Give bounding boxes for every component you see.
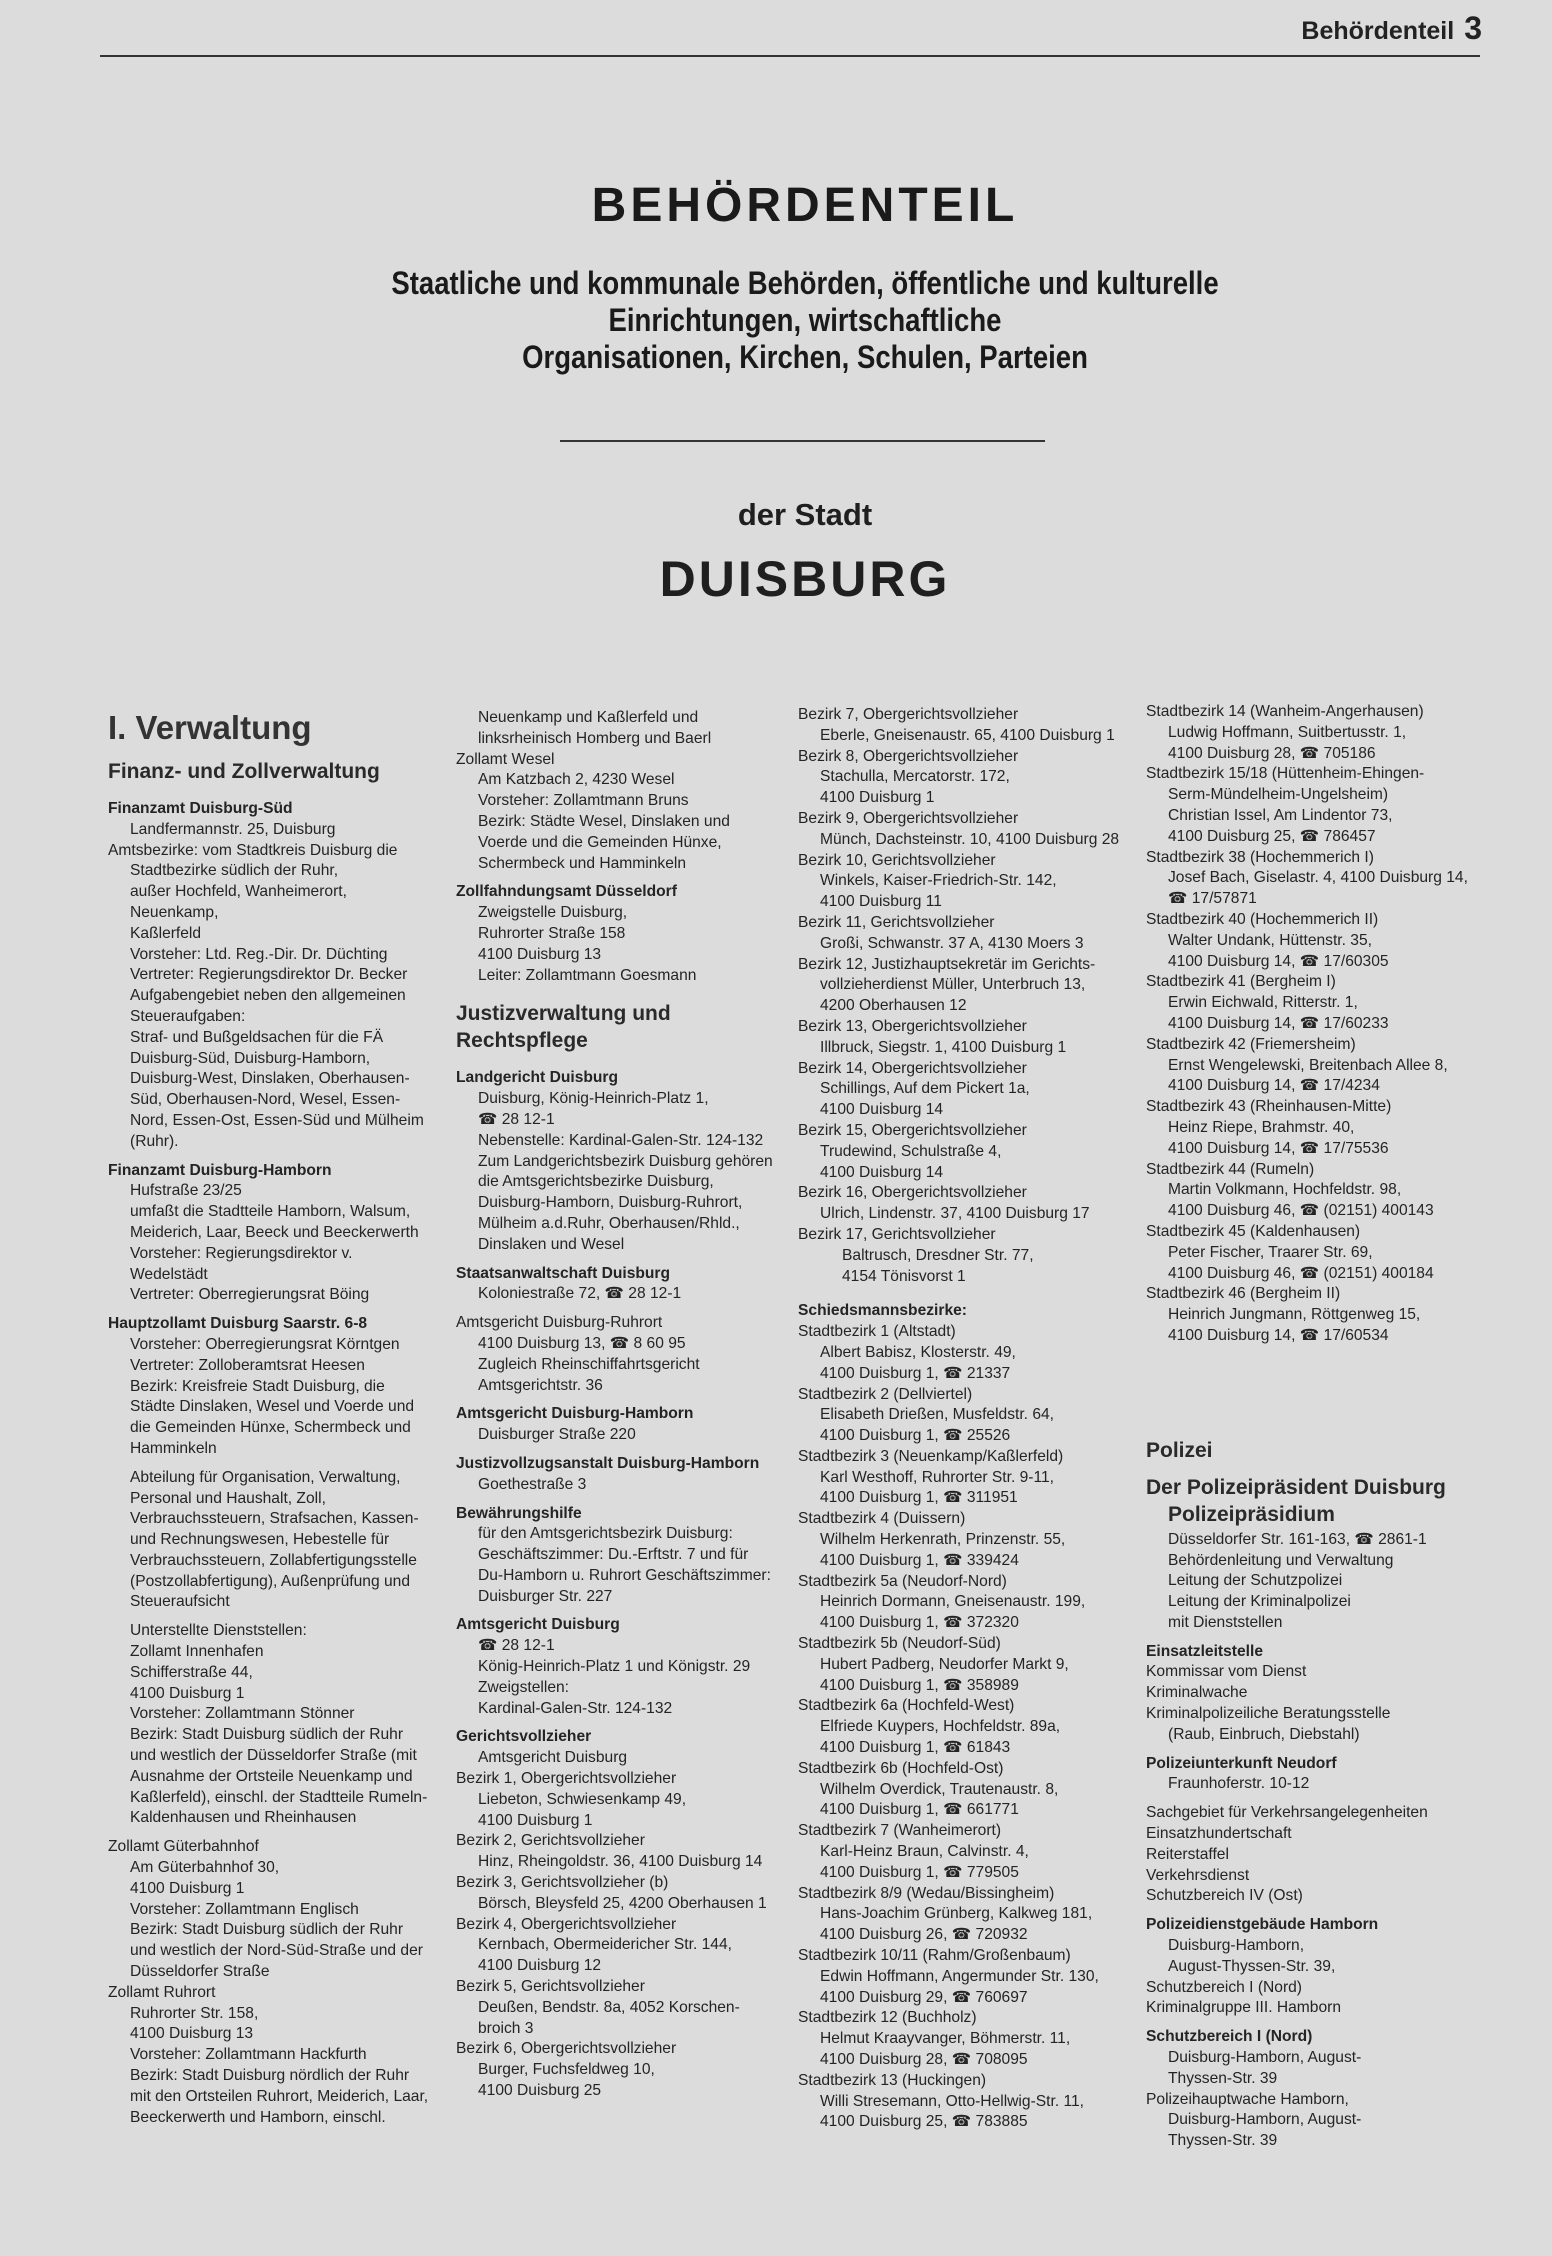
entry-line: 4100 Duisburg 25: [478, 2082, 602, 2100]
entry-line: Geschäftszimmer: Du.-Erftstr. 7 und für: [478, 1546, 749, 1564]
entry-line: Düsseldorfer Straße: [130, 1963, 270, 1981]
entry-line: 4100 Duisburg 13: [478, 945, 602, 963]
entry-line: Vorsteher: Oberregierungsrat Körntgen: [130, 1335, 400, 1353]
entry-line: Bezirk 16, Obergerichtsvollzieher: [798, 1184, 1027, 1202]
entry-line: 4100 Duisburg 1: [130, 1684, 245, 1702]
entry-line: 4100 Duisburg 46, ☎ (02151) 400184: [1168, 1264, 1434, 1282]
entry-line: Stadtbezirk 40 (Hochemmerich II): [1146, 910, 1379, 928]
entry-heading: Staatsanwaltschaft Duisburg: [456, 1264, 671, 1282]
subtitle-line: Organisationen, Kirchen, Schulen, Parteien: [522, 339, 1088, 375]
entry-heading: Landgericht Duisburg: [456, 1069, 619, 1087]
entry-line: Trudewind, Schulstraße 4,: [820, 1142, 1002, 1160]
section-label: Behördenteil: [1301, 17, 1455, 45]
entry-line: Ludwig Hoffmann, Suitbertusstr. 1,: [1168, 723, 1407, 741]
entry-line: Polizeihauptwache Hamborn,: [1146, 2090, 1349, 2108]
entry-line: Börsch, Bleysfeld 25, 4200 Oberhausen 1: [478, 1894, 767, 1912]
entry-line: (Raub, Einbruch, Diebstahl): [1168, 1725, 1360, 1743]
entry-line: 4100 Duisburg 1, ☎ 358989: [820, 1676, 1019, 1694]
entry-line: Stadtbezirk 5a (Neudorf-Nord): [798, 1572, 1007, 1590]
entry-heading: Polizeidienstgebäude Hamborn: [1146, 1916, 1379, 1934]
entry-line: Karl-Heinz Braun, Calvinstr. 4,: [820, 1843, 1029, 1861]
entry-line: Baltrusch, Dresdner Str. 77,: [842, 1246, 1034, 1264]
entry-line: Bezirk: Stadt Duisburg südlich der Ruhr: [130, 1921, 404, 1939]
entry-line: 4100 Duisburg 25, ☎ 786457: [1168, 827, 1376, 845]
page-title: BEHÖRDENTEIL: [591, 179, 1019, 232]
entry-line: Thyssen-Str. 39: [1168, 2069, 1278, 2087]
entry-line: Leiter: Zollamtmann Goesmann: [478, 966, 697, 984]
entry-line: Stadtbezirk 2 (Dellviertel): [798, 1385, 973, 1403]
city-title: DUISBURG: [659, 551, 951, 607]
entry-line: Stadtbezirk 43 (Rheinhausen-Mitte): [1146, 1098, 1392, 1116]
heading-polizei: Polizei: [1146, 1438, 1213, 1462]
entry-line: Burger, Fuchsfeldweg 10,: [478, 2061, 655, 2079]
entry-line: Duisburg-Hamborn,: [1168, 1937, 1305, 1955]
entry-line: Duisburg, König-Heinrich-Platz 1,: [478, 1090, 709, 1108]
entry-line: Behördenleitung und Verwaltung: [1168, 1551, 1394, 1569]
entry-line: Wedelstädt: [130, 1265, 208, 1283]
entry-line: Stadtbezirk 45 (Kaldenhausen): [1146, 1222, 1361, 1240]
entry-line: Ulrich, Lindenstr. 37, 4100 Duisburg 17: [820, 1205, 1090, 1223]
entry-line: Stadtbezirk 3 (Neuenkamp/Kaßlerfeld): [798, 1447, 1064, 1465]
entry-line: Willi Stresemann, Otto-Hellwig-Str. 11,: [820, 2092, 1085, 2110]
entry-line: Josef Bach, Giselastr. 4, 4100 Duisburg 14,: [1168, 869, 1468, 887]
entry-line: Nord, Essen-Ost, Essen-Süd und Mülheim: [130, 1111, 424, 1129]
entry-line: 4100 Duisburg 14, ☎ 17/75536: [1168, 1139, 1389, 1157]
entry-heading: Einsatzleitstelle: [1146, 1642, 1263, 1660]
entry-line: Leitung der Kriminalpolizei: [1168, 1593, 1351, 1611]
entry-line: 4100 Duisburg 14: [820, 1101, 944, 1119]
entry-line: Stadtbezirk 42 (Friemersheim): [1146, 1035, 1356, 1053]
entry-line: Fraunhoferstr. 10-12: [1168, 1775, 1310, 1793]
entry-line: Duisburger Str. 227: [478, 1587, 613, 1605]
entry-line: die Amtsgerichtsbezirke Duisburg,: [478, 1173, 714, 1191]
entry-heading: Finanzamt Duisburg-Hamborn: [108, 1161, 332, 1179]
entry-line: Bezirk 11, Gerichtsvollzieher: [798, 913, 995, 931]
entry-line: Unterstellte Dienststellen:: [130, 1622, 307, 1640]
entry-line: Hubert Padberg, Neudorfer Markt 9,: [820, 1655, 1069, 1673]
entry-line: 4100 Duisburg 1: [820, 789, 935, 807]
entry-line: Zweigstelle Duisburg,: [478, 904, 628, 922]
entry-line: Schermbeck und Hamminkeln: [478, 854, 687, 872]
entry-line: Vertreter: Oberregierungsrat Böing: [130, 1286, 370, 1304]
entry-line: Hinz, Rheingoldstr. 36, 4100 Duisburg 14: [478, 1853, 763, 1871]
entry-line: linksrheinisch Homberg und Baerl: [478, 729, 712, 747]
entry-line: Heinrich Jungmann, Röttgenweg 15,: [1168, 1306, 1421, 1324]
entry-line: 4100 Duisburg 12: [478, 1957, 602, 1975]
entry-line: Bezirk 15, Obergerichtsvollzieher: [798, 1121, 1027, 1139]
heading-polizeipraesidium: Polizeipräsidium: [1168, 1502, 1335, 1526]
entry-line: Zollamt Ruhrort: [108, 1983, 216, 2001]
entry-line: Ruhrorter Straße 158: [478, 924, 626, 942]
entry-line: Neuenkamp und Kaßlerfeld und: [478, 709, 699, 726]
entry-heading: Justizvollzugsanstalt Duisburg-Hamborn: [456, 1454, 760, 1472]
entry-line: Schillings, Auf dem Pickert 1a,: [820, 1080, 1030, 1098]
entry-line: (Ruhr).: [130, 1132, 179, 1150]
entry-line: Bezirk 13, Obergerichtsvollzieher: [798, 1017, 1027, 1035]
entry-line: Dinslaken und Wesel: [478, 1235, 625, 1253]
entry-line: Illbruck, Siegstr. 1, 4100 Duisburg 1: [820, 1038, 1067, 1056]
entry-line: Schifferstraße 44,: [130, 1663, 253, 1681]
entry-line: Vorsteher: Zollamtmann Stönner: [130, 1705, 355, 1723]
entry-line: mit Dienststellen: [1168, 1613, 1283, 1631]
entry-line: Wilhelm Overdick, Trautenaustr. 8,: [820, 1780, 1059, 1798]
entry-heading: Polizeiunterkunft Neudorf: [1146, 1754, 1337, 1772]
entry-line: Kardinal-Galen-Str. 124-132: [478, 1699, 673, 1717]
entry-line: Zollamt Güterbahnhof: [108, 1838, 259, 1856]
entry-line: Wilhelm Herkenrath, Prinzenstr. 55,: [820, 1531, 1066, 1549]
entry-line: Kaßlerfeld: [130, 924, 202, 942]
entry-line: Düsseldorfer Str. 161-163, ☎ 2861-1: [1168, 1530, 1427, 1548]
entry-line: Steueraufgaben:: [130, 1007, 246, 1025]
entry-line: Bezirk 4, Obergerichtsvollzieher: [456, 1915, 677, 1933]
entry-line: Bezirk 14, Obergerichtsvollzieher: [798, 1059, 1027, 1077]
entry-line: 4100 Duisburg 14, ☎ 17/4234: [1168, 1077, 1380, 1095]
entry-line: Bezirk 3, Gerichtsvollzieher (b): [456, 1874, 669, 1892]
entry-line: 4100 Duisburg 1, ☎ 372320: [820, 1614, 1019, 1632]
entry-line: Nebenstelle: Kardinal-Galen-Str. 124-132: [478, 1131, 764, 1149]
entry-line: Christian Issel, Am Lindentor 73,: [1168, 806, 1393, 824]
subtitle-line: Staatliche und kommunale Behörden, öffentliche und kulturelle: [391, 265, 1219, 301]
entry-line: 4100 Duisburg 46, ☎ (02151) 400143: [1168, 1202, 1434, 1220]
entry-line: Großi, Schwanstr. 37 A, 4130 Moers 3: [820, 934, 1084, 952]
entry-line: Deußen, Bendstr. 8a, 4052 Korschen-: [478, 1998, 740, 2016]
entry-line: Kriminalwache: [1146, 1684, 1248, 1702]
entry-line: und Rechnungswesen, Hebestelle für: [130, 1531, 390, 1549]
entry-line: Bezirk 9, Obergerichtsvollzieher: [798, 809, 1019, 827]
entry-line: 4100 Duisburg 14: [820, 1163, 944, 1181]
entry-line: Vorsteher: Zollamtmann Hackfurth: [130, 2046, 367, 2064]
entry-line: Duisburg-West, Dinslaken, Oberhausen-: [130, 1070, 410, 1088]
entry-line: Stadtbezirke südlich der Ruhr,: [130, 862, 339, 880]
entry-line: Bezirk 7, Obergerichtsvollzieher: [798, 706, 1019, 723]
entry-line: Voerde und die Gemeinden Hünxe,: [478, 833, 722, 851]
entry-line: Vertreter: Zolloberamtsrat Heesen: [130, 1356, 365, 1374]
entry-line: Winkels, Kaiser-Friedrich-Str. 142,: [820, 872, 1057, 890]
entry-line: Thyssen-Str. 39: [1168, 2132, 1278, 2150]
entry-line: Vorsteher: Zollamtmann Englisch: [130, 1900, 359, 1918]
entry-line: 4100 Duisburg 11: [820, 893, 942, 911]
entry-line: Sachgebiet für Verkehrsangelegenheiten: [1146, 1804, 1428, 1822]
entry-heading: Gerichtsvollzieher: [456, 1728, 592, 1746]
entry-line: Goethestraße 3: [478, 1475, 587, 1493]
entry-line: 4100 Duisburg 29, ☎ 760697: [820, 1988, 1028, 2006]
entry-line: und westlich der Düsseldorfer Straße (mit: [130, 1747, 417, 1765]
entry-line: Verkehrsdienst: [1146, 1866, 1250, 1884]
entry-line: die Gemeinden Hünxe, Schermbeck und: [130, 1419, 411, 1437]
entry-line: Stadtbezirk 10/11 (Rahm/Großenbaum): [798, 1947, 1071, 1965]
entry-line: Bezirk 17, Gerichtsvollzieher: [798, 1225, 996, 1243]
entry-line: Ruhrorter Str. 158,: [130, 2004, 259, 2022]
entry-line: und westlich der Nord-Süd-Straße und der: [130, 1942, 423, 1960]
entry-line: für den Amtsgerichtsbezirk Duisburg:: [478, 1525, 733, 1543]
entry-line: Duisburg-Hamborn, August-: [1168, 2111, 1362, 2129]
entry-line: Leitung der Schutzpolizei: [1168, 1572, 1343, 1590]
entry-line: Süd, Oberhausen-Nord, Wesel, Essen-: [130, 1091, 401, 1109]
entry-line: 4100 Duisburg 1, ☎ 339424: [820, 1551, 1019, 1569]
entry-line: ☎ 28 12-1: [478, 1110, 555, 1128]
entry-line: Heinz Riepe, Brahmstr. 40,: [1168, 1118, 1355, 1136]
entry-line: Bezirk: Stadt Duisburg nördlich der Ruhr: [130, 2067, 410, 2085]
page-number: 3: [1464, 10, 1482, 46]
entry-line: Kaßlerfeld), einschl. der Stadtteile Rumeln-: [130, 1788, 428, 1806]
entry-line: Vorsteher: Ltd. Reg.-Dir. Dr. Düchting: [130, 945, 388, 963]
entry-line: 4100 Duisburg 1, ☎ 21337: [820, 1364, 1011, 1382]
header-rule: [100, 55, 1480, 57]
heading-verwaltung: I. Verwaltung: [108, 709, 312, 746]
entry-line: vollzieherdienst Müller, Unterbruch 13,: [820, 976, 1086, 994]
entry-line: Amtsgericht Duisburg: [478, 1749, 628, 1767]
entry-line: Bezirk 6, Obergerichtsvollzieher: [456, 2040, 677, 2058]
entry-line: Kriminalgruppe III. Hamborn: [1146, 1999, 1342, 2017]
entry-line: Stadtbezirk 8/9 (Wedau/Bissingheim): [798, 1884, 1055, 1902]
entry-line: Stadtbezirk 41 (Bergheim I): [1146, 973, 1336, 991]
entry-line: Steueraufsicht: [130, 1593, 230, 1611]
entry-line: König-Heinrich-Platz 1 und Königstr. 29: [478, 1658, 751, 1676]
entry-line: Stadtbezirk 44 (Rumeln): [1146, 1160, 1315, 1178]
entry-line: außer Hochfeld, Wanheimerort,: [130, 883, 347, 901]
entry-line: Am Katzbach 2, 4230 Wesel: [478, 771, 675, 789]
entry-line: Koloniestraße 72, ☎ 28 12-1: [478, 1285, 682, 1303]
entry-heading: Amtsgericht Duisburg: [456, 1616, 620, 1634]
entry-line: Vorsteher: Regierungsdirektor v.: [130, 1244, 353, 1262]
entry-line: 4100 Duisburg 14, ☎ 17/60233: [1168, 1014, 1389, 1032]
entry-line: Amtsgericht Duisburg-Ruhrort: [456, 1314, 663, 1332]
entry-line: 4100 Duisburg 1, ☎ 661771: [820, 1801, 1019, 1819]
entry-line: Zum Landgerichtsbezirk Duisburg gehören: [478, 1152, 773, 1170]
entry-line: Stadtbezirk 7 (Wanheimerort): [798, 1822, 1002, 1840]
entry-heading: Bewährungshilfe: [456, 1504, 582, 1522]
entry-line: Münch, Dachsteinstr. 10, 4100 Duisburg 28: [820, 830, 1120, 848]
column-3: [798, 705, 1153, 2133]
entry-line: Stadtbezirk 14 (Wanheim-Angerhausen): [1146, 703, 1424, 720]
entry-line: Stachulla, Mercatorstr. 172,: [820, 768, 1010, 786]
entry-line: mit den Ortsteilen Ruhrort, Meiderich, Laar,: [130, 2087, 429, 2105]
entry-line: Ausnahme der Ortsteile Neuenkamp und: [130, 1767, 413, 1785]
entry-line: 4100 Duisburg 1, ☎ 779505: [820, 1863, 1019, 1881]
entry-line: Bezirk 10, Gerichtsvollzieher: [798, 851, 996, 869]
entry-line: 4100 Duisburg 28, ☎ 708095: [820, 2051, 1028, 2068]
entry-heading: Zollfahndungsamt Düsseldorf: [456, 883, 677, 901]
entry-line: Abteilung für Organisation, Verwaltung,: [130, 1468, 401, 1486]
entry-line: Karl Westhoff, Ruhrorter Str. 9-11,: [820, 1468, 1055, 1486]
entry-line: Duisburg-Süd, Duisburg-Hamborn,: [130, 1049, 371, 1067]
entry-line: Bezirk 12, Justizhauptsekretär im Gerichts-: [798, 955, 1096, 973]
entry-line: Stadtbezirk 4 (Duissern): [798, 1510, 966, 1528]
entry-line: Helmut Kraayvanger, Böhmerstr. 11,: [820, 2030, 1071, 2048]
entry-line: Duisburger Straße 220: [478, 1426, 636, 1444]
entry-line: Personal und Haushalt, Zoll,: [130, 1489, 326, 1507]
entry-line: 4100 Duisburg 26, ☎ 720932: [820, 1926, 1028, 1944]
entry-line: Bezirk 1, Obergerichtsvollzieher: [456, 1770, 677, 1788]
entry-line: Bezirk: Städte Wesel, Dinslaken und: [478, 812, 730, 830]
entry-line: Stadtbezirk 6b (Hochfeld-Ost): [798, 1759, 1004, 1777]
entry-line: 4100 Duisburg 13, ☎ 8 60 95: [478, 1334, 686, 1352]
entry-line: Meiderich, Laar, Beeck und Beeckerwerth: [130, 1223, 419, 1241]
entry-line: Duisburg-Hamborn, August-: [1168, 2049, 1362, 2067]
entry-line: Du-Hamborn u. Ruhrort Geschäftszimmer:: [478, 1566, 771, 1584]
entry-line: Verbrauchssteuern, Zollabfertigungsstelle: [130, 1551, 417, 1569]
entry-line: Bezirk 2, Gerichtsvollzieher: [456, 1832, 645, 1850]
entry-line: Liebeton, Schwiesenkamp 49,: [478, 1790, 687, 1808]
entry-line: Schutzbereich I (Nord): [1146, 1978, 1302, 1996]
entry-line: Mülheim a.d.Ruhr, Oberhausen/Rhld.,: [478, 1214, 740, 1232]
entry-line: 4100 Duisburg 1, ☎ 25526: [820, 1427, 1011, 1445]
entry-line: Landfermannstr. 25, Duisburg: [130, 820, 336, 838]
entry-line: Straf- und Bußgeldsachen für die FÄ: [130, 1028, 384, 1046]
entry-line: Walter Undank, Hüttenstr. 35,: [1168, 931, 1372, 949]
entry-line: Eberle, Gneisenaustr. 65, 4100 Duisburg 1: [820, 726, 1115, 744]
entry-line: Edwin Hoffmann, Angermunder Str. 130,: [820, 1967, 1099, 1985]
entry-line: Am Güterbahnhof 30,: [130, 1859, 280, 1877]
entry-line: 4100 Duisburg 13: [130, 2025, 254, 2043]
entry-line: Stadtbezirk 12 (Buchholz): [798, 2009, 977, 2027]
entry-line: Vorsteher: Zollamtmann Bruns: [478, 792, 689, 810]
entry-line: Kriminalpolizeiliche Beratungsstelle: [1146, 1705, 1391, 1723]
entry-line: Stadtbezirk 1 (Altstadt): [798, 1323, 956, 1341]
column-2: [456, 708, 801, 2102]
entry-line: Reiterstaffel: [1146, 1845, 1229, 1863]
entry-line: 4100 Duisburg 28, ☎ 705186: [1168, 744, 1376, 762]
entry-line: Duisburg-Hamborn, Duisburg-Ruhrort,: [478, 1194, 743, 1212]
entry-line: broich 3: [478, 2019, 534, 2037]
entry-line: (Postzollabfertigung), Außenprüfung und: [130, 1572, 411, 1590]
running-header: [1301, 10, 1482, 47]
entry-line: 4100 Duisburg 14, ☎ 17/60534: [1168, 1326, 1389, 1344]
entry-line: Elisabeth Drießen, Musfeldstr. 64,: [820, 1406, 1055, 1424]
entry-line: Beeckerwerth und Hamborn, einschl.: [130, 2108, 386, 2126]
entry-line: Aufgabengebiet neben den allgemeinen: [130, 987, 406, 1005]
entry-line: Stadtbezirk 5b (Neudorf-Süd): [798, 1635, 1001, 1653]
entry-line: Bezirk: Kreisfreie Stadt Duisburg, die: [130, 1377, 385, 1395]
entry-line: Bezirk: Stadt Duisburg südlich der Ruhr: [130, 1726, 404, 1744]
entry-line: 4200 Oberhausen 12: [820, 997, 967, 1015]
entry-line: 4154 Tönisvorst 1: [842, 1267, 966, 1285]
entry-line: Hamminkeln: [130, 1439, 217, 1457]
column-1: [108, 708, 453, 2128]
entry-line: Schutzbereich IV (Ost): [1146, 1887, 1303, 1905]
entry-line: Kaldenhausen und Rheinhausen: [130, 1809, 357, 1827]
entry-heading: Finanzamt Duisburg-Süd: [108, 800, 293, 817]
entry-line: 4100 Duisburg 1: [478, 1811, 593, 1829]
entry-line: Kernbach, Obermeidericher Str. 144,: [478, 1936, 732, 1954]
entry-line: Stadtbezirk 38 (Hochemmerich I): [1146, 848, 1374, 866]
der-stadt-label: der Stadt: [737, 497, 873, 532]
subtitle-line: Einrichtungen, wirtschaftliche: [608, 302, 1002, 338]
heading-polizeipraesident: Der Polizeipräsident Duisburg: [1146, 1475, 1446, 1499]
entry-heading: Schutzbereich I (Nord): [1146, 2028, 1313, 2046]
entry-heading: Amtsgericht Duisburg-Hamborn: [456, 1405, 694, 1423]
entry-line: Hans-Joachim Grünberg, Kalkweg 181,: [820, 1905, 1093, 1923]
entry-line: Serm-Mündelheim-Ungelsheim): [1168, 786, 1389, 804]
entry-line: Zollamt Wesel: [456, 750, 555, 768]
heading-justiz: Justizverwaltung und Rechtspflege: [456, 1002, 671, 1053]
entry-line: Albert Babisz, Klosterstr. 49,: [820, 1343, 1016, 1361]
entry-line: Bezirk 8, Obergerichtsvollzieher: [798, 747, 1019, 765]
entry-line: Einsatzhundertschaft: [1146, 1825, 1292, 1843]
entry-heading: Schiedsmannsbezirke:: [798, 1302, 967, 1320]
entry-line: ☎ 28 12-1: [478, 1637, 555, 1655]
entry-line: ☎ 17/57871: [1168, 890, 1257, 908]
entry-line: 4100 Duisburg 25, ☎ 783885: [820, 2113, 1028, 2131]
entry-line: Zugleich Rheinschiffahrtsgericht: [478, 1355, 700, 1373]
entry-line: Bezirk 5, Gerichtsvollzieher: [456, 1978, 645, 1996]
entry-line: Stadtbezirk 6a (Hochfeld-West): [798, 1697, 1015, 1715]
entry-line: Peter Fischer, Traarer Str. 69,: [1168, 1243, 1373, 1261]
entry-line: Zweigstellen:: [478, 1678, 570, 1696]
entry-line: Zollamt Innenhafen: [130, 1643, 264, 1661]
entry-line: Verbrauchssteuern, Strafsachen, Kassen-: [130, 1510, 419, 1528]
entry-line: Martin Volkmann, Hochfeldstr. 98,: [1168, 1181, 1402, 1199]
entry-line: Elfriede Kuypers, Hochfeldstr. 89a,: [820, 1718, 1061, 1736]
entry-line: Städte Dinslaken, Wesel und Voerde und: [130, 1398, 415, 1416]
column-4: [1146, 702, 1501, 2152]
entry-line: Vertreter: Regierungsdirektor Dr. Becker: [130, 966, 408, 984]
entry-line: Ernst Wengelewski, Breitenbach Allee 8,: [1168, 1056, 1448, 1074]
entry-line: Amtsgerichtstr. 36: [478, 1376, 603, 1394]
entry-line: Stadtbezirk 46 (Bergheim II): [1146, 1285, 1341, 1303]
heading-finanz-zoll: Finanz- und Zollverwaltung: [108, 760, 380, 783]
entry-heading: Hauptzollamt Duisburg Saarstr. 6-8: [108, 1315, 368, 1333]
entry-line: Neuenkamp,: [130, 903, 219, 921]
entry-line: 4100 Duisburg 1, ☎ 61843: [820, 1739, 1011, 1757]
entry-line: 4100 Duisburg 1, ☎ 311951: [820, 1489, 1018, 1507]
entry-line: Heinrich Dormann, Gneisenaustr. 199,: [820, 1593, 1086, 1611]
entry-line: umfaßt die Stadtteile Hamborn, Walsum,: [130, 1203, 411, 1221]
page-subtitle: [113, 265, 1498, 376]
entry-line: 4100 Duisburg 1: [130, 1879, 245, 1897]
entry-line: Hufstraße 23/25: [130, 1182, 242, 1200]
entry-line: August-Thyssen-Str. 39,: [1168, 1957, 1336, 1975]
entry-line: Amtsbezirke: vom Stadtkreis Duisburg die: [108, 841, 398, 859]
entry-line: Stadtbezirk 13 (Huckingen): [798, 2071, 987, 2089]
entry-line: Kommissar vom Dienst: [1146, 1663, 1307, 1681]
entry-line: Erwin Eichwald, Ritterstr. 1,: [1168, 994, 1358, 1012]
entry-line: 4100 Duisburg 14, ☎ 17/60305: [1168, 952, 1389, 970]
divider: [560, 440, 1045, 442]
entry-line: Stadtbezirk 15/18 (Hüttenheim-Ehingen-: [1146, 765, 1425, 783]
